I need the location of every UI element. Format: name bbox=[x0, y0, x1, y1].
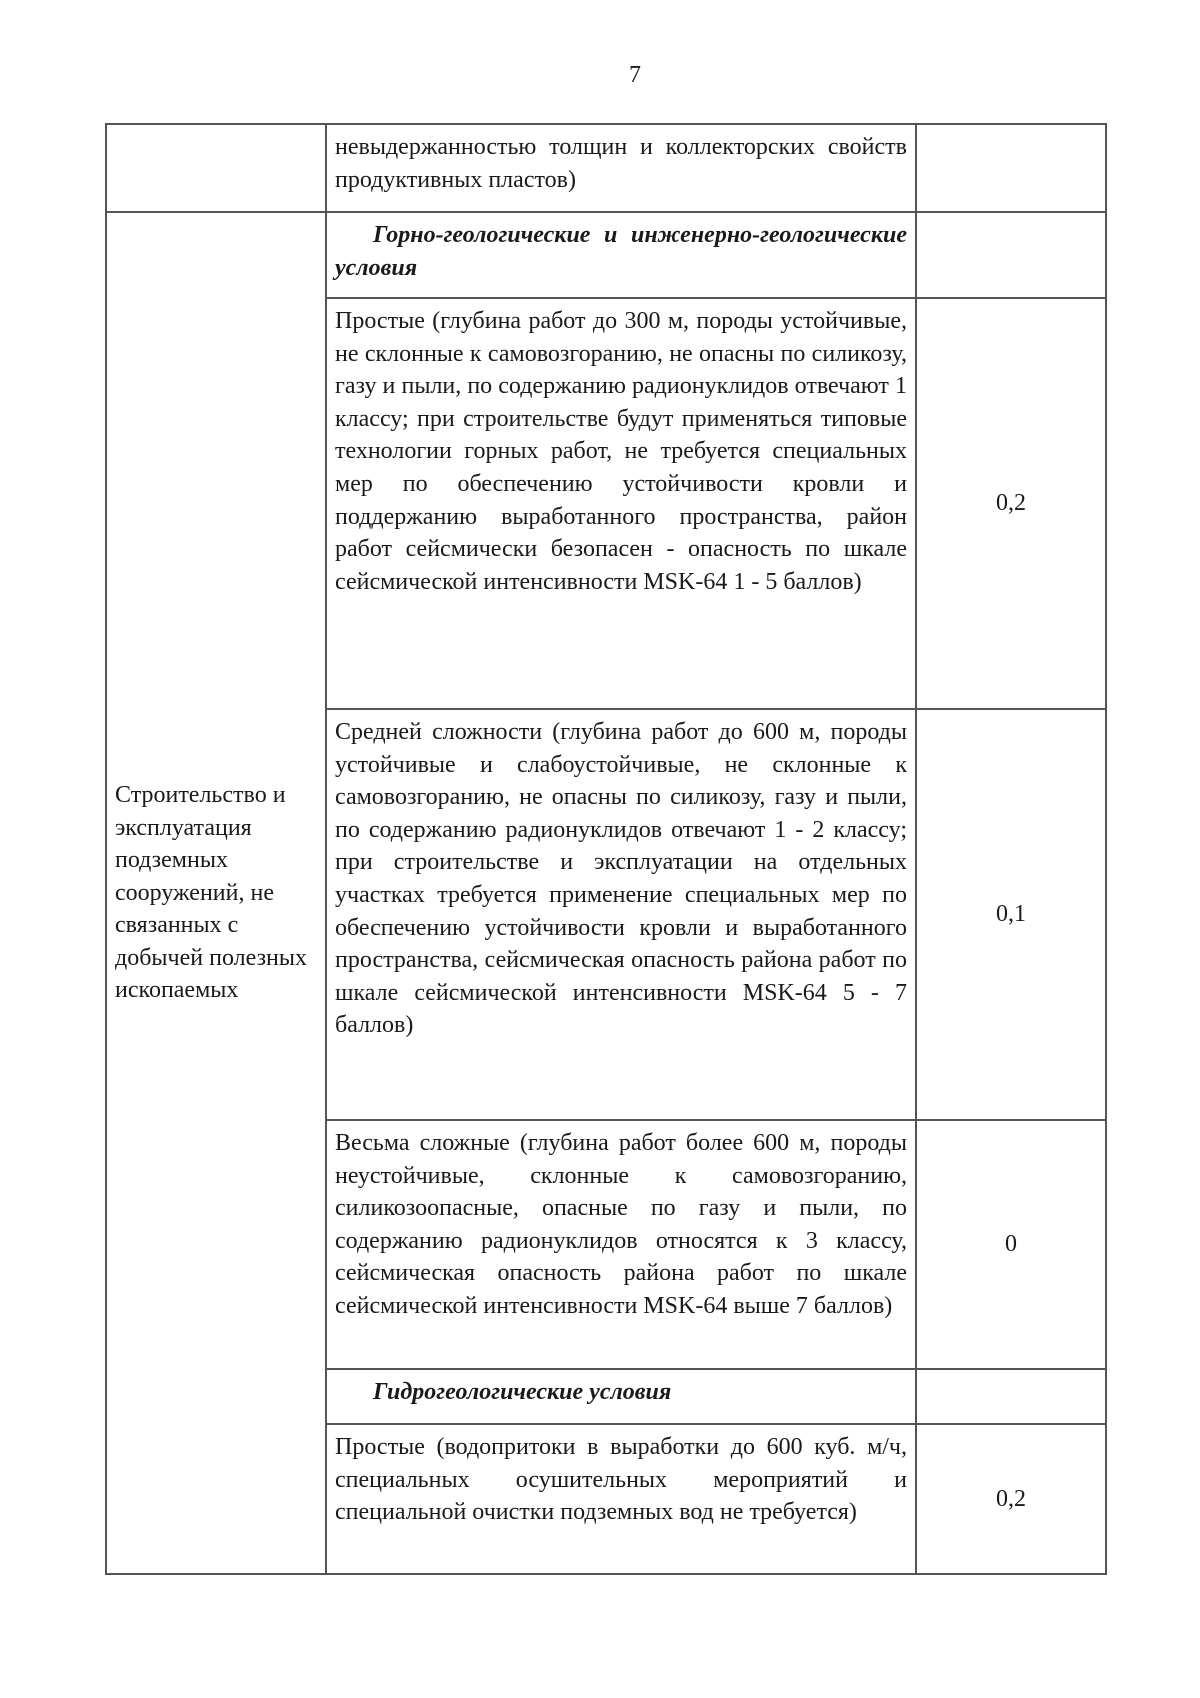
section-heading-value bbox=[916, 1369, 1106, 1424]
coefficient-value: 0,2 bbox=[916, 298, 1106, 709]
coefficient-value: 0,1 bbox=[916, 709, 1106, 1120]
condition-text: Средней сложности (глубина работ до 600 м, породы устойчивые и слабоустойчивые, не склонные к самовозгоранию, не опасны по силикозу, газу и пыли, по содержанию радионуклидов отвечают 1 - 2 классу; при строительстве и эксплуатации на отдельных участках требуется применение специальных мер по обеспечению устойчивости кровли и выработанного пространства, сейсмическая опасность района работ по шкале сейсмической интенсивности MSK-64 5 - 7 баллов) bbox=[326, 709, 916, 1120]
condition-text: Весьма сложные (глубина работ более 600 м, породы неустойчивые, склонные к самовозгоранию, силикозоопасные, опасные по газу и пыли, по содержанию радионуклидов относятся к 3 классу, сейсмическая опасность района работ по шкале сейсмической интенсивности MSK-64 выше 7 баллов) bbox=[326, 1120, 916, 1369]
continuation-value bbox=[916, 124, 1106, 212]
table-row bbox=[106, 124, 1106, 212]
section-heading: Гидрогеологические условия bbox=[326, 1369, 916, 1424]
condition-text: Простые (глубина работ до 300 м, породы устойчивые, не склонные к самовозгоранию, не опасны по силикозу, газу и пыли, по содержанию радионуклидов отвечают 1 классу; при строительстве будут применяться типовые технологии горных работ, не требуется специальных мер по обеспечению устойчивости кровли и поддержанию выработанного пространства, район работ сейсмически безопасен - опасность по шкале сейсмической интенсивности MSK-64 1 - 5 баллов) bbox=[326, 298, 916, 709]
criteria-table bbox=[105, 123, 1107, 1575]
page-number: 7 bbox=[629, 62, 641, 88]
coefficient-value: 0 bbox=[916, 1120, 1106, 1369]
condition-text: Простые (водопритоки в выработки до 600 куб. м/ч, специальных осушительных мероприятий и специальной очистки подземных вод не требуется) bbox=[326, 1424, 916, 1574]
table-row bbox=[106, 212, 1106, 298]
continuation-text: невыдержанностью толщин и коллекторских свойств продуктивных пластов) bbox=[326, 124, 916, 212]
category-cell: Строительство и эксплуатация подземных сооружений, не связанных с добычей полезных ископаемых bbox=[106, 212, 326, 1574]
empty-category-cell bbox=[106, 124, 326, 212]
section-heading: Горно-геологические и инженерно-геологические условия bbox=[326, 212, 916, 298]
section-heading-value bbox=[916, 212, 1106, 298]
coefficient-value: 0,2 bbox=[916, 1424, 1106, 1574]
